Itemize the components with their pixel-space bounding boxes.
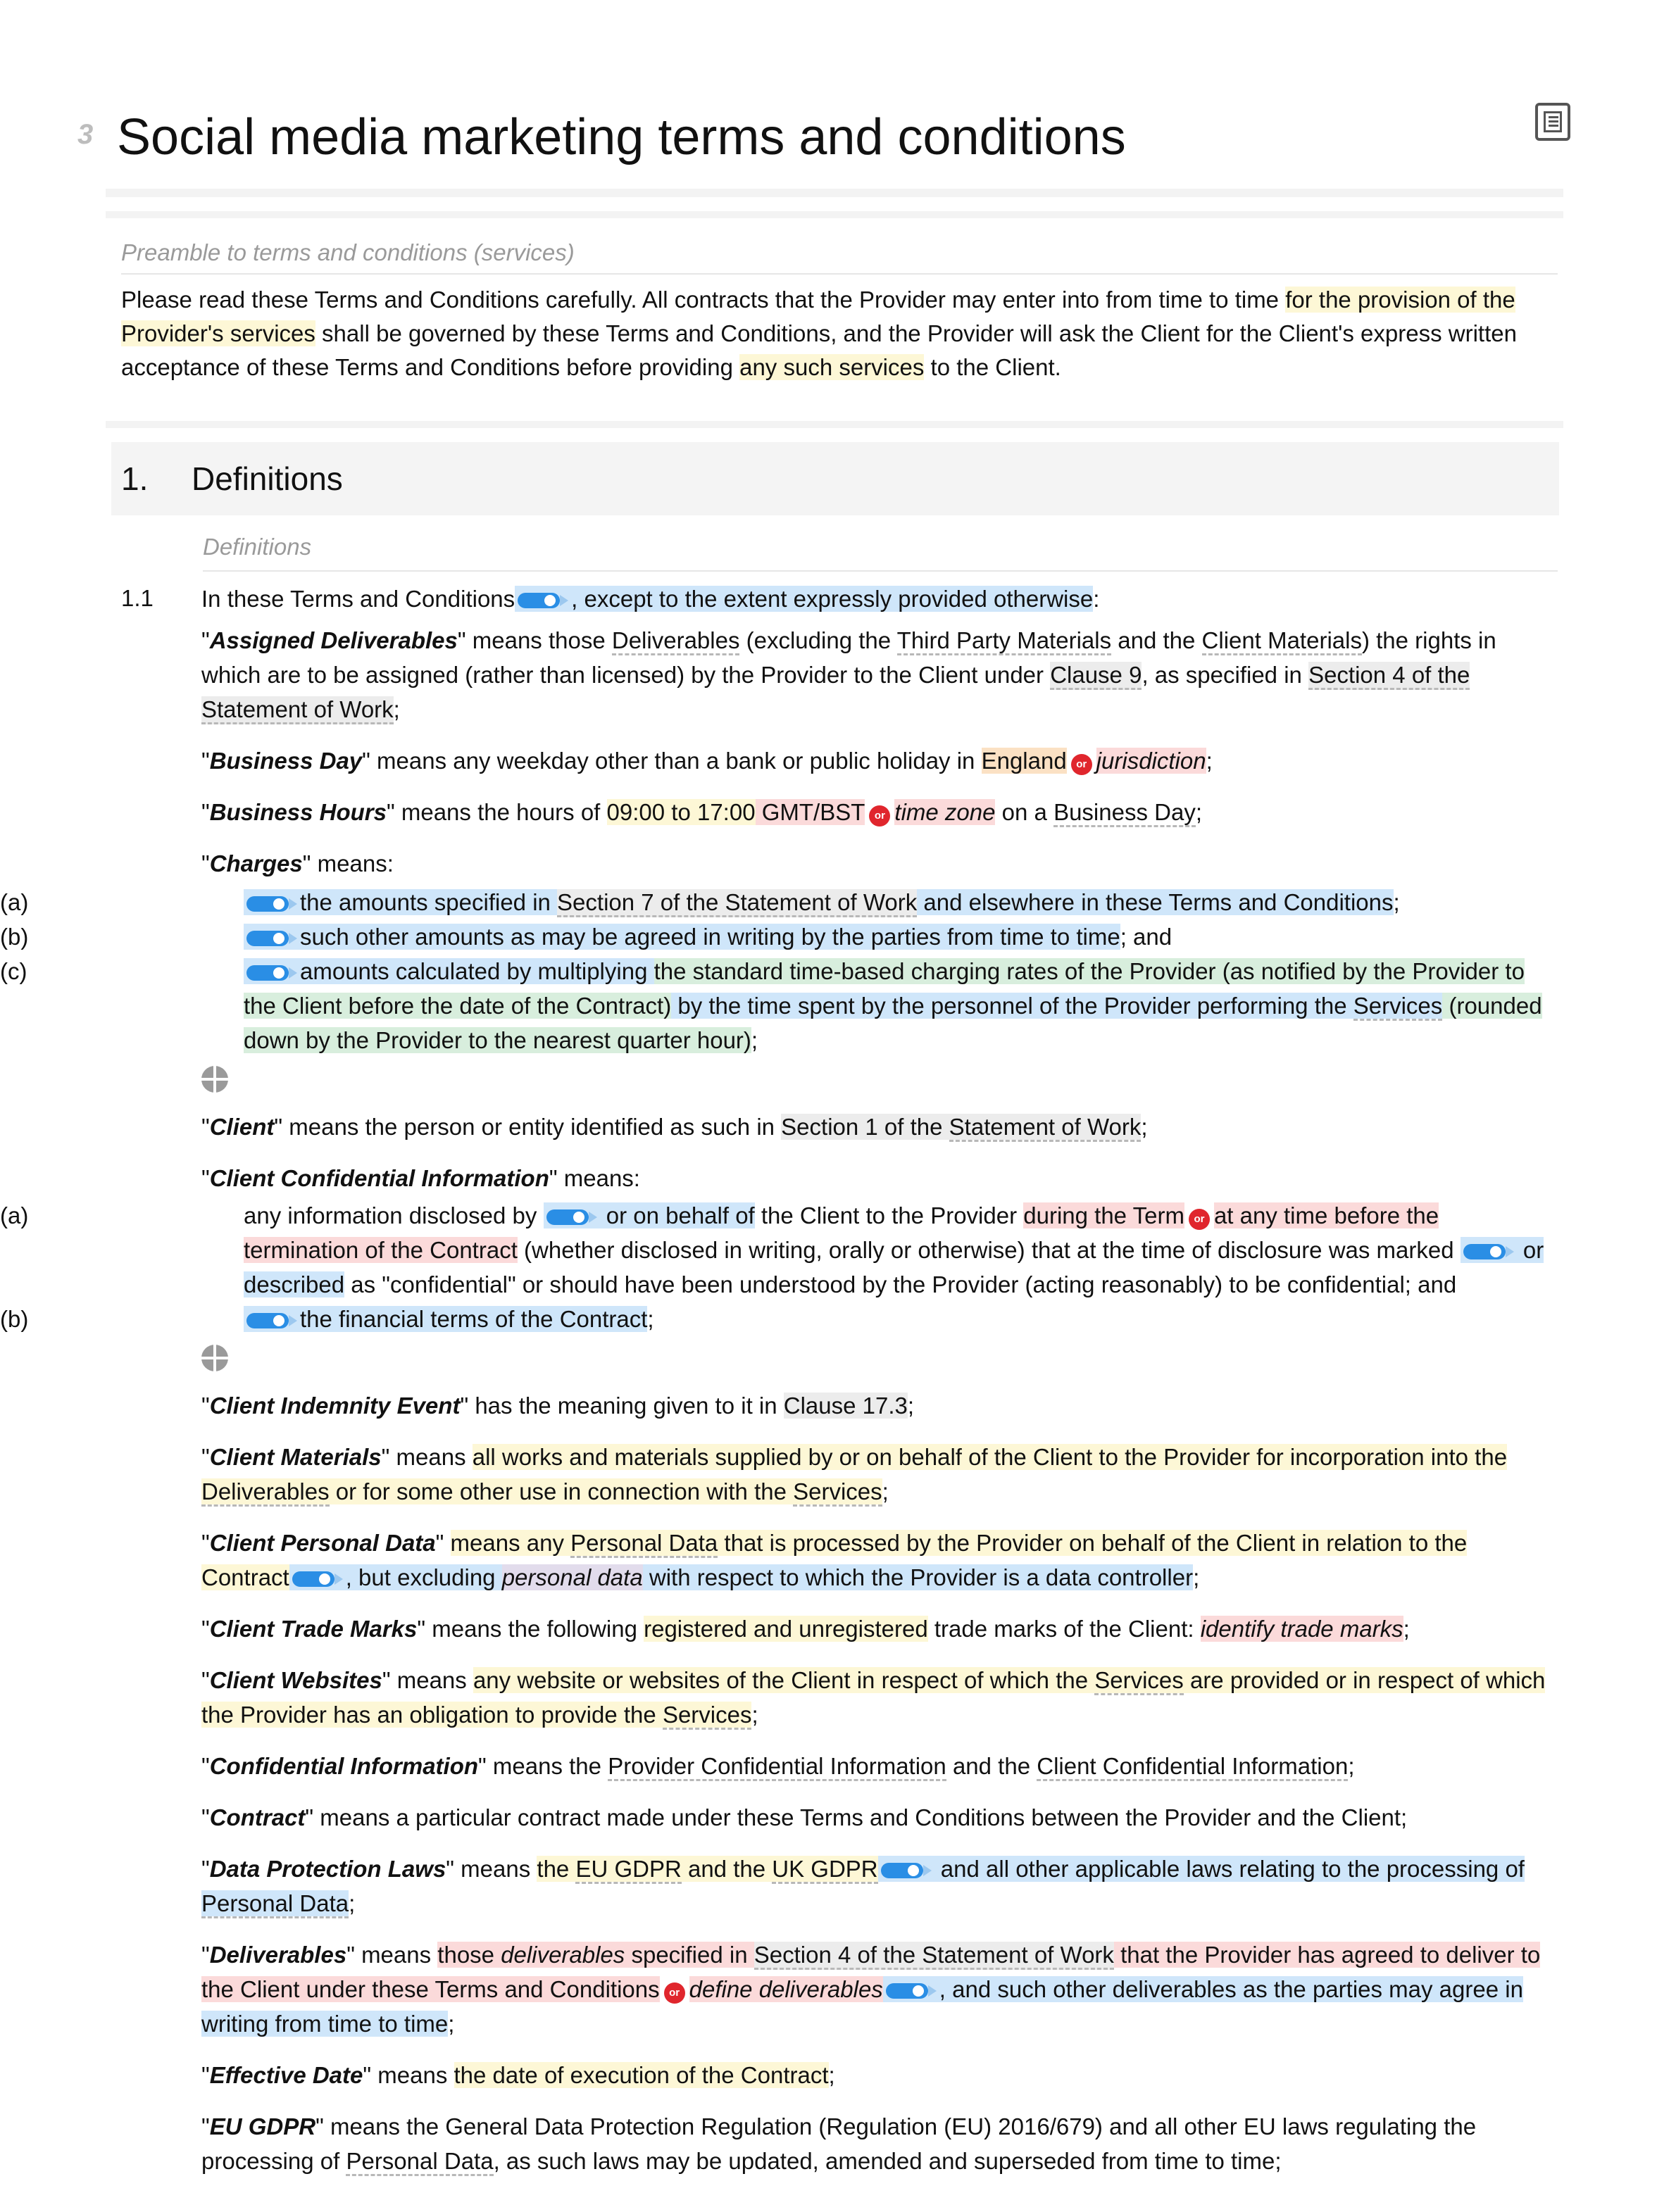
definition-confidential-information: "Confidential Information" means the Provider Confidential Information and the Client Confidential Information; <box>201 1749 1553 1783</box>
option-highlight[interactable]: any such services <box>739 354 925 380</box>
definition-business-hours: "Business Hours" means the hours of 09:00 to 17:00 GMT/BST or time zone on a Business Day; <box>201 795 1553 829</box>
cross-reference[interactable]: Section 4 of the Statement of Work <box>201 662 1470 724</box>
preamble-label: Preamble to terms and conditions (services) <box>121 239 575 265</box>
defined-term-link[interactable]: Deliverables <box>201 1478 330 1507</box>
defined-term-link[interactable]: Business Day <box>1053 799 1196 827</box>
definition-client-trade-marks: "Client Trade Marks" means the following registered and unregistered trade marks of the Client: identify trade marks; <box>201 1616 1410 1642</box>
toggle-switch[interactable] <box>246 894 297 912</box>
definition-client-materials: "Client Materials" means all works and materials supplied by or on behalf of the Client to the Provider for incorporation into the Deliverables or for some other use in connection with the Services; <box>201 1440 1553 1509</box>
or-badge[interactable]: or <box>1189 1209 1210 1230</box>
label-underline <box>203 570 1558 572</box>
charges-item-c: (c) amounts calculated by multiplying the standard time-based charging rates of the Provider (as notified by the Provider to the Client before the date of the Contract) by the time spent by the personnel of the Provider performing the Services (rounded down by the Provider to the nearest quarter hour); <box>0 958 1542 1053</box>
cross-reference[interactable]: Section 4 of the Statement of Work <box>754 1942 1114 1970</box>
client-conf-item-a: (a) any information disclosed by or on behalf of the Client to the Provider during the Term or at any time before the termination of the Contract (whether disclosed in writing, orally or otherwise) that at the time of disclosure was marked or described as "confidential" or should have been understood by the Provider (acting reasonably) to be confidential; and <box>0 1202 1544 1297</box>
option-highlight[interactable]: GMT/BST <box>755 799 865 825</box>
option-highlight[interactable]: the date of execution of the Contract <box>454 2062 829 2088</box>
section-number: 1. <box>121 460 149 497</box>
definitions-label: Definitions <box>203 534 312 560</box>
toggle-switch[interactable] <box>246 1311 297 1329</box>
toggle-switch[interactable] <box>246 963 297 981</box>
defined-term-link[interactable]: Services <box>663 1702 752 1730</box>
defined-term-link[interactable]: Personal Data <box>346 2148 493 2176</box>
placeholder-field[interactable]: time zone <box>894 799 996 825</box>
toggle-switch[interactable] <box>292 1569 343 1588</box>
cross-reference[interactable]: Section 7 of the Statement of Work <box>557 889 917 917</box>
defined-term-link[interactable]: Client Confidential Information <box>1037 1753 1348 1781</box>
divider <box>106 211 1563 218</box>
section-heading <box>111 442 1559 515</box>
definition-deliverables: "Deliverables" means those deliverables specified in Section 4 of the Statement of Work that the Provider has agreed to deliver to the Client under these Terms and Conditions or define deliverables , and such other deliverables as the parties may agree in writing from time to time; <box>201 1942 1541 2037</box>
definition-contract: "Contract" means a particular contract made under these Terms and Conditions between the Provider and the Client; <box>201 1804 1408 1830</box>
toggle-switch[interactable] <box>881 1861 932 1879</box>
placeholder-field[interactable]: define deliverables <box>689 1976 883 2002</box>
definition-assigned-deliverables: "Assigned Deliverables" means those Deliverables (excluding the Third Party Materials and the Client Materials) the rights in which are to be assigned (rather than licensed) by the Provider to the Client under Clause 9, as specified in Section 4 of the Statement of Work; <box>201 623 1553 727</box>
divider <box>106 189 1563 197</box>
defined-term-link[interactable]: Third Party Materials <box>897 627 1111 655</box>
definition-charges: "Charges" means: <box>201 850 394 876</box>
defined-term-link[interactable]: Deliverables <box>612 627 740 655</box>
option-highlight[interactable]: registered and unregistered <box>644 1616 928 1642</box>
toggle-switch[interactable] <box>518 591 568 609</box>
cross-reference[interactable]: Clause 17.3 <box>783 1393 908 1419</box>
or-badge[interactable]: or <box>869 805 890 827</box>
client-conf-item-b: (b) the financial terms of the Contract; <box>0 1306 654 1332</box>
toggle-switch[interactable] <box>246 929 297 947</box>
page-title: Social media marketing terms and conditions <box>117 109 1126 165</box>
document-number: 3 <box>77 119 94 150</box>
definition-client-indemnity-event: "Client Indemnity Event" has the meaning given to it in Clause 17.3; <box>201 1393 915 1419</box>
add-item-icon[interactable] <box>201 1345 228 1371</box>
definition-client: "Client" means the person or entity identified as such in Section 1 of the Statement of Work; <box>201 1110 1553 1144</box>
defined-term-link[interactable]: Personal Data <box>570 1530 718 1558</box>
definition-data-protection-laws: "Data Protection Laws" means the EU GDPR and the UK GDPR and all other applicable laws relating to the processing of Personal Data; <box>201 1852 1553 1921</box>
definition-client-personal-data: "Client Personal Data" means any Personal Data that is processed by the Provider on behalf of the Client in relation to the Contract , but excluding personal data with respect to which the Provider is a data controller; <box>201 1530 1468 1590</box>
or-badge[interactable]: or <box>664 1982 685 2004</box>
defined-term-link[interactable]: Services <box>1094 1667 1184 1695</box>
option-highlight[interactable]: at any time before the termination of the Contract <box>244 1202 1439 1263</box>
defined-term-link[interactable]: Personal Data <box>201 1890 349 1918</box>
toggle-switch[interactable] <box>546 1207 597 1226</box>
defined-term-link[interactable]: Services <box>1353 993 1443 1021</box>
cross-reference[interactable]: Section 1 of the Statement of Work <box>781 1114 1141 1140</box>
placeholder-field[interactable]: jurisdiction <box>1096 748 1206 774</box>
label-underline <box>121 273 1558 275</box>
menu-icon-page <box>1544 111 1562 132</box>
divider <box>106 421 1563 428</box>
document-menu-icon[interactable] <box>1535 103 1570 141</box>
defined-term-link[interactable]: Client Materials <box>1202 627 1362 655</box>
definition-intro: In these Terms and Conditions , except to the extent expressly provided otherwise: <box>201 586 1100 612</box>
charges-item-a: (a) the amounts specified in Section 7 of the Statement of Work and elsewhere in these Terms and Conditions; <box>0 885 1553 919</box>
definition-effective-date: "Effective Date" means the date of execution of the Contract; <box>201 2062 835 2088</box>
cross-reference[interactable]: Clause 9 <box>1050 662 1142 690</box>
defined-term-link[interactable]: EU GDPR <box>575 1856 681 1884</box>
title-row <box>77 99 1570 176</box>
toggle-switch[interactable] <box>886 1981 937 1999</box>
charges-item-b: (b) such other amounts as may be agreed in writing by the parties from time to time; and <box>0 924 1172 950</box>
toggle-switch[interactable] <box>1463 1242 1514 1260</box>
definition-client-websites: "Client Websites" means any website or websites of the Client in respect of which the Services are provided or in respect of which the Provider has an obligation to provide the Services; <box>201 1663 1553 1732</box>
add-item-icon[interactable] <box>201 1066 228 1093</box>
definition-client-confidential-information: "Client Confidential Information" means: <box>201 1165 640 1191</box>
defined-term-link[interactable]: Provider Confidential Information <box>608 1753 946 1781</box>
or-badge[interactable]: or <box>1071 754 1092 775</box>
placeholder-field[interactable]: identify trade marks <box>1200 1616 1403 1642</box>
option-highlight[interactable]: England <box>981 748 1067 774</box>
option-highlight[interactable]: for the provision of the Provider's services <box>121 287 1515 346</box>
definition-eu-gdpr: "EU GDPR" means the General Data Protection Regulation (Regulation (EU) 2016/679) and all other EU laws regulating the processing of Personal Data, as such laws may be updated, amended and superseded from time to time; <box>201 2109 1553 2178</box>
definition-business-day: "Business Day" means any weekday other than a bank or public holiday in England or jurisdiction; <box>201 748 1213 774</box>
option-highlight[interactable]: 09:00 to 17:00 <box>606 799 756 825</box>
section-title: Definitions <box>192 460 343 497</box>
defined-term-link[interactable]: UK GDPR <box>772 1856 877 1884</box>
option-highlight[interactable]: during the Term <box>1023 1202 1184 1228</box>
preamble-paragraph: Please read these Terms and Conditions carefully. All contracts that the Provider may enter into from time to time for the provision of the Provider's services shall be governed by these Terms and Conditions, and the Provider will ask the Client for the Client's express written acceptance of these Terms and Conditions before providing any such services to the Client. <box>121 287 1517 380</box>
defined-term-link[interactable]: Services <box>793 1478 882 1507</box>
clause-number: 1.1 <box>121 585 154 611</box>
